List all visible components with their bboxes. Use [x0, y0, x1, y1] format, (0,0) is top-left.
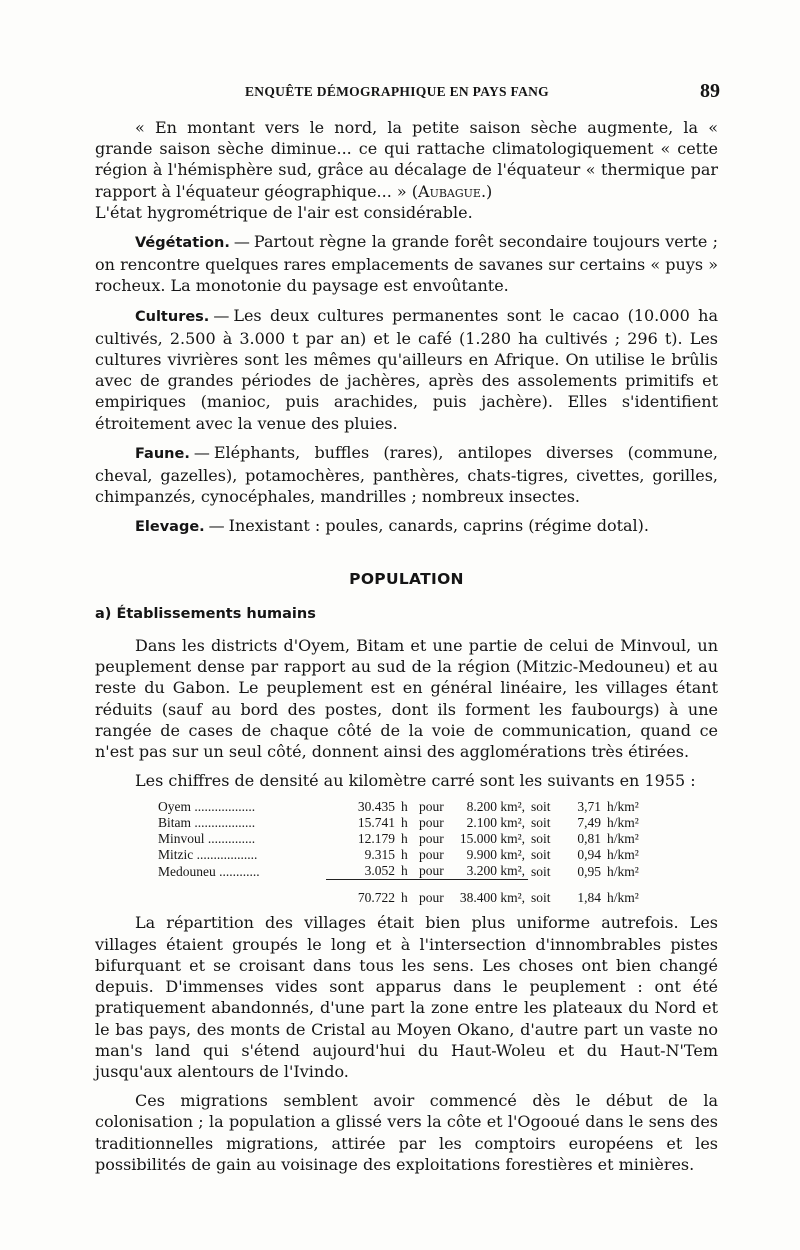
- table-cell-pop: 9.315: [364, 847, 395, 863]
- table-cell-pour: pour: [419, 831, 444, 847]
- table-rule-cell: [604, 880, 652, 889]
- table-cell-unit: h/km²: [607, 890, 639, 906]
- running-title: ENQUÊTE DÉMOGRAPHIQUE EN PAYS FANG: [245, 84, 549, 99]
- table-cell-density: 0,81: [577, 831, 601, 847]
- vegetation-dash: —: [233, 232, 250, 252]
- table-cell-h: h: [401, 799, 408, 815]
- table-cell-pop: 70.722: [357, 890, 395, 906]
- faune-paragraph: [95, 442, 718, 508]
- table-cell-pour: pour: [419, 799, 444, 815]
- table-cell-h: h: [401, 831, 408, 847]
- table-rule-row: [155, 880, 652, 889]
- page-number: 89: [700, 80, 720, 102]
- table-cell-area: 15.000 km²,: [459, 831, 525, 847]
- table-cell-h: h: [401, 847, 408, 863]
- table-cell-density: 7,49: [577, 815, 601, 831]
- quote-paragraph: [95, 117, 718, 223]
- cultures-label: Cultures.: [135, 308, 210, 325]
- table-row: [155, 847, 652, 863]
- table-cell-district: Minvoul ..............: [158, 831, 256, 847]
- body-text: [95, 117, 718, 1183]
- table-rule-cell: [398, 880, 416, 889]
- faune-dash: —: [193, 442, 210, 462]
- table-cell-unit: h/km²: [607, 799, 639, 815]
- vegetation-text: Partout règne la grande forêt secondaire toujours verte ; on rencontre quelques rares emplacements de savanes sur certains « puys » rocheux. La monotonie du paysage est envoûtante.: [95, 232, 718, 296]
- table-cell-district: Medouneu ............: [158, 863, 260, 879]
- vegetation-paragraph: [95, 231, 718, 297]
- density-table: [155, 799, 652, 906]
- table-cell-density: 0,95: [577, 863, 601, 879]
- table-row: [155, 799, 652, 815]
- faune-text: Eléphants, buffles (rares), antilopes diverses (commune, cheval, gazelles), potamochères, panthères, chats-tigres, civettes, gorilles, chimpanzés, cynocéphales, mandrilles ; nombreux insectes.: [95, 442, 718, 507]
- table-cell-density: 1,84: [577, 890, 601, 906]
- table-cell-unit: h/km²: [607, 847, 639, 863]
- table-cell-soit: soit: [531, 831, 551, 847]
- population-paragraph-3: La répartition des villages était bien plus uniforme autrefois. Les villages étaient groupés le long et à l'intersection d'innombrables pistes bifurquant et se croisant dans tous les sens. Les choses ont bien changé depuis. D'immenses vides sont apparus dans le peuplement : ont été pratiquement abandonnés, d'une part la zone entre les plateaux du Nord et le bas pays, des monts de Cristal au Moyen Okano, d'autre part un vaste no man's land qui s'étend aujourd'hui du Haut-Woleu et du Haut-N'Tem jusqu'aux alentours de l'Ivindo.: [95, 913, 718, 1081]
- table-cell-pour: pour: [419, 815, 444, 831]
- page-header: [95, 80, 720, 106]
- table-cell-unit: h/km²: [607, 863, 639, 879]
- population-paragraph-2: Les chiffres de densité au kilomètre carré sont les suivants en 1955 :: [135, 771, 696, 791]
- table-cell-pour: pour: [419, 847, 444, 863]
- table-cell-h: h: [401, 890, 408, 906]
- elevage-label: Elevage.: [135, 519, 205, 536]
- table-cell-district: Oyem ..................: [158, 799, 256, 815]
- elevage-dash: —: [208, 516, 225, 536]
- table-cell-area: 9.900 km²,: [466, 847, 525, 863]
- faune-label: Faune.: [135, 445, 190, 462]
- table-cell-district: Bitam ..................: [158, 815, 256, 831]
- table-cell-soit: soit: [531, 863, 551, 879]
- cultures-dash: —: [213, 305, 230, 325]
- table-cell-soit: soit: [531, 815, 551, 831]
- quote-close: ): [486, 181, 493, 201]
- table-total-row: [155, 888, 652, 906]
- table-cell-density: 0,94: [577, 847, 601, 863]
- table-cell-pour: pour: [419, 890, 444, 906]
- table-cell-pop: 3.052: [364, 863, 395, 879]
- table-cell-density: 3,71: [577, 799, 601, 815]
- cultures-text: Les deux cultures permanentes sont le cacao (10.000 ha cultivés, 2.500 à 3.000 t par an) et le café (1.280 ha cultivés ; 296 t). Les cultures vivrières sont les mêmes qu'ailleurs en Afrique. On utilise le brûlis avec de grandes périodes de jachères, après des assolements primitifs et empiriques (manioc, puis arachides, puis jachère). Elles s'identifient étroitement avec la venue des pluies.: [95, 305, 718, 433]
- quote-text: « En montant vers le nord, la petite saison sèche augmente, la « grande saison sèche diminue... ce qui rattache climatologiquement « cette région à l'hémisphère sud, grâce au décalage de l'équateur « thermique par rapport à l'équateur géographique... » (: [95, 118, 718, 201]
- section-title-population: POPULATION: [349, 569, 464, 588]
- table-cell-h: h: [401, 815, 408, 831]
- table-row: [155, 815, 652, 831]
- table-row: [155, 863, 652, 880]
- table-rule-cell: [528, 880, 564, 889]
- table-cell-h: h: [401, 863, 408, 879]
- table-cell-area: 8.200 km²,: [466, 799, 525, 815]
- table-cell-district: Mitzic ..................: [158, 847, 258, 863]
- density-table-body: [155, 799, 652, 906]
- table-row: [155, 831, 652, 847]
- table-cell-pop: 12.179: [357, 831, 395, 847]
- table-cell-pop: 30.435: [357, 799, 395, 815]
- table-cell-area: 2.100 km²,: [466, 815, 525, 831]
- table-rule-cell: [155, 880, 326, 889]
- table-cell-area: 3.200 km²,: [466, 863, 525, 879]
- cultures-paragraph: [95, 305, 718, 434]
- vegetation-label: Végétation.: [135, 235, 230, 252]
- table-rule-cell: [326, 880, 398, 889]
- table-rule-cell: [416, 880, 456, 889]
- table-cell-area: 38.400 km²,: [459, 890, 525, 906]
- population-paragraph-4: Ces migrations semblent avoir commencé dès le début de la colonisation ; la population a glissé vers la côte et l'Ogooué dans le sens des traditionnelles migrations, attirée par les comptoirs européens et les possibilités de gain au voisinage des exploitations forestières et minières.: [95, 1091, 718, 1174]
- population-paragraph-1: Dans les districts d'Oyem, Bitam et une partie de celui de Minvoul, un peuplement dense par rapport au sud de la région (Mitzic-Medouneu) et au reste du Gabon. Le peuplement est en général linéaire, les villages étant réduits (sauf au bord des postes, dont ils forment les faubourgs) à une rangée de cases de chaque côté de la voie de communication, quand ce n'est pas sur un seul côté, donnent ainsi des agglomérations très étirées.: [95, 636, 718, 762]
- table-cell-unit: h/km²: [607, 831, 639, 847]
- subsection-title-etablissements: a) Établissements humains: [95, 605, 316, 622]
- table-cell-soit: soit: [531, 799, 551, 815]
- table-cell-district: [155, 888, 326, 906]
- table-cell-pop: 15.741: [357, 815, 395, 831]
- table-cell-unit: h/km²: [607, 815, 639, 831]
- table-cell-pour: pour: [419, 863, 444, 879]
- elevage-paragraph: [95, 515, 718, 538]
- quote-author: Aubague.: [418, 181, 487, 201]
- humidity-sentence: L'état hygrométrique de l'air est considérable.: [95, 202, 473, 222]
- table-cell-soit: soit: [531, 890, 551, 906]
- table-rule-cell: [564, 880, 604, 889]
- table-rule-cell: [456, 880, 528, 889]
- elevage-text: Inexistant : poules, canards, caprins (régime dotal).: [228, 516, 649, 536]
- table-cell-soit: soit: [531, 847, 551, 863]
